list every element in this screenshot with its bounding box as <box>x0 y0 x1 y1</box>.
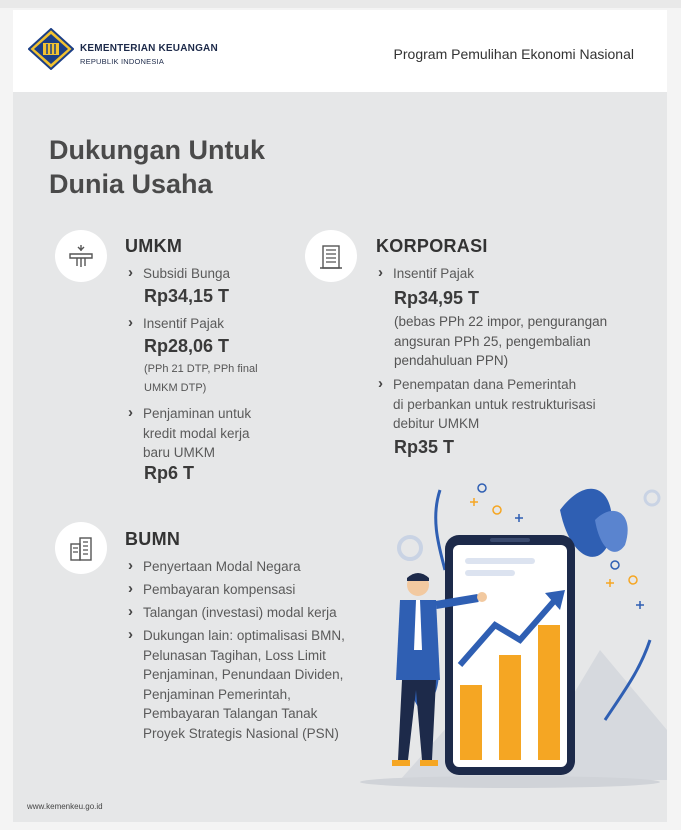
sparkle-icon <box>478 484 486 492</box>
city-buildings-icon <box>67 534 95 562</box>
umkm-penjaminan-line-1: › Penjaminan untuk <box>143 406 252 421</box>
sparkle-icon <box>515 514 523 522</box>
hand-ribbon-icon <box>67 242 95 270</box>
gear-icon <box>399 537 421 559</box>
person-legs <box>398 680 436 760</box>
korporasi-amount-penempatan: Rp35 T <box>394 437 455 457</box>
ministry-title: KEMENTERIAN KEUANGAN <box>80 43 218 54</box>
korporasi-icon-circle <box>305 230 357 282</box>
umkm-note-insentif-pajak <box>144 360 258 398</box>
korporasi-item-penempatan <box>393 375 596 434</box>
screen-line <box>465 558 535 564</box>
korporasi-penempatan-line-1: › Penempatan dana Pemerintah <box>393 377 577 392</box>
office-building-icon <box>317 242 345 270</box>
bumn-item-penyertaan: › Penyertaan Modal Negara <box>143 557 301 577</box>
umkm-amount-insentif-pajak: Rp28,06 T <box>144 336 230 356</box>
sparkle-icon <box>611 561 619 569</box>
umkm-penjaminan-line-2: kredit modal kerja <box>143 425 250 441</box>
top-strip <box>0 0 681 8</box>
bar-icon <box>538 625 560 760</box>
bumn-dukungan-line-3: Penjaminan, Penundaan Dividen, <box>143 667 344 682</box>
header <box>13 10 667 92</box>
ground-shadow <box>360 776 660 788</box>
phone-speaker <box>490 538 530 542</box>
bumn-dukungan-line-2: Pelunasan Tagihan, Loss Limit <box>143 647 326 663</box>
bumn-dukungan-line-4: Penjaminan Pemerintah, <box>143 686 291 702</box>
page-title <box>49 133 349 201</box>
page-title-line-1: Dukungan Untuk <box>49 135 265 165</box>
umkm-penjaminan-line-3: baru UMKM <box>143 445 216 460</box>
korporasi-title: KORPORASI <box>376 236 488 256</box>
sparkle-icon <box>606 579 614 587</box>
bumn-title: BUMN <box>125 529 181 549</box>
umkm-amount-subsidi-bunga: Rp34,15 T <box>144 286 230 306</box>
umkm-note-line-2: UMKM DTP) <box>144 382 207 394</box>
umkm-icon-circle <box>55 230 107 282</box>
umkm-item-insentif-pajak: › Insentif Pajak <box>143 314 224 334</box>
bumn-dukungan-line-5: Pembayaran Talangan Tanak <box>143 706 318 721</box>
korporasi-penempatan-line-2: di perbankan untuk restrukturisasi <box>393 396 596 412</box>
korporasi-item-insentif-pajak: › Insentif Pajak <box>393 264 474 284</box>
bumn-item-kompensasi: › Pembayaran kompensasi <box>143 580 295 600</box>
footer-url: www.kemenkeu.go.id <box>27 802 103 811</box>
bumn-item-talangan: › Talangan (investasi) modal kerja <box>143 603 337 623</box>
sparkle-icon <box>493 506 501 514</box>
sparkle-icon <box>470 498 478 506</box>
branch-icon <box>436 490 445 570</box>
growth-illustration <box>360 450 667 790</box>
kemenkeu-logo-icon <box>28 28 74 70</box>
program-title: Program Pemulihan Ekonomi Nasional <box>393 46 634 62</box>
bumn-dukungan-line-6: Proyek Strategis Nasional (PSN) <box>143 725 339 741</box>
umkm-note-line-1: (PPh 21 DTP, PPh final <box>144 363 258 375</box>
korporasi-note-line-2: angsuran PPh 25, pengembalian <box>394 333 591 349</box>
ministry-subtitle: REPUBLIK INDONESIA <box>80 57 165 66</box>
bar-icon <box>499 655 521 760</box>
korporasi-note-line-1: (bebas PPh 22 impor, pengurangan <box>394 314 608 329</box>
bumn-dukungan-line-1: › Dukungan lain: optimalisasi BMN, <box>143 628 345 643</box>
bar-icon <box>460 685 482 760</box>
bumn-icon-circle <box>55 522 107 574</box>
person-hair <box>407 573 429 581</box>
korporasi-note-line-3: pendahuluan PPN) <box>394 353 509 368</box>
umkm-amount-penjaminan: Rp6 T <box>144 463 195 483</box>
korporasi-note-insentif-pajak <box>394 312 607 371</box>
gear-icon <box>645 491 659 505</box>
sparkle-icon <box>629 576 637 584</box>
korporasi-amount-insentif-pajak: Rp34,95 T <box>394 288 480 308</box>
person-hand <box>477 592 487 602</box>
sparkle-icon <box>636 601 644 609</box>
page-title-line-2: Dunia Usaha <box>49 169 213 199</box>
korporasi-penempatan-line-3: debitur UMKM <box>393 416 480 431</box>
screen-line <box>465 570 515 576</box>
umkm-item-subsidi-bunga: › Subsidi Bunga <box>143 264 230 284</box>
bumn-item-dukungan-lain <box>143 626 345 743</box>
umkm-title: UMKM <box>125 236 183 256</box>
umkm-item-penjaminan <box>143 404 251 463</box>
